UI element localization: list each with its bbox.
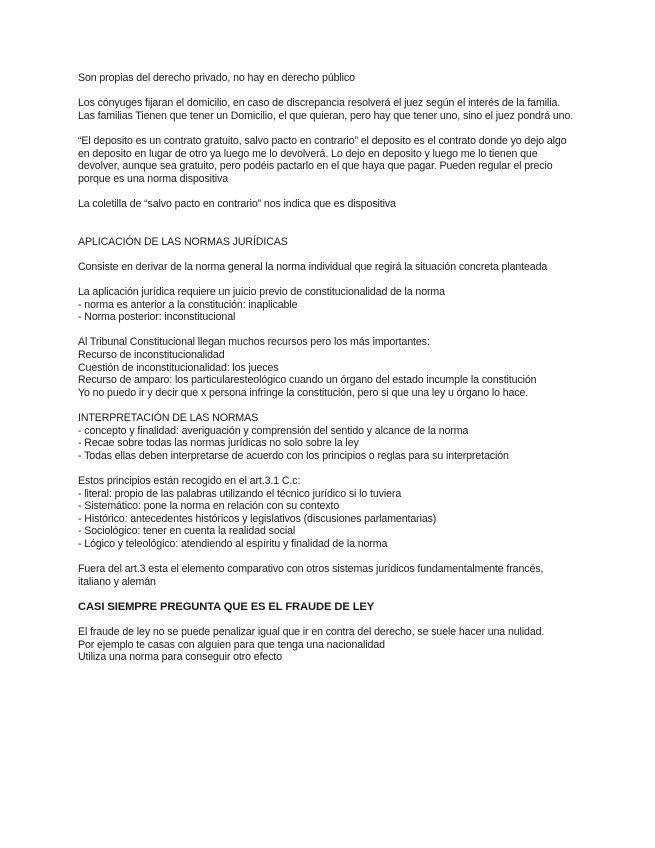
tribunal-line: Yo no puedo ir y decir que x persona infringe la constitución, pero si que una ley u órgano lo hace. [78, 386, 529, 399]
tribunal-intro: Al Tribunal Constitucional llegan muchos recursos pero los más importantes: [78, 336, 430, 349]
list-item: - Histórico: antecedentes históricos y legislativos (discusiones parlamentarias) [78, 512, 437, 525]
aplicacion-definition: Consiste en derivar de la norma general la norma individual que regirá la situación concreta planteada [78, 260, 548, 273]
list-item: - concepto y finalidad: averiguación y comprensión del sentido y alcance de la norma [78, 424, 469, 437]
fraude-line: Por ejemplo te casas con alguien para que tenga una nacionalidad [78, 638, 385, 651]
intro-line: Son propias del derecho privado, no hay en derecho público [78, 72, 355, 84]
intro-paragraph-domicilio: Los cónyuges fijaran el domicilio, en caso de discrepancia resolverá el juez según el interés de la familia. Las familias Tienen que tener un Domicilio, el que quieran, pero hay que tener uno, sino el juez pondrá uno. [78, 97, 574, 122]
list-item: - Lógico y teleológico: atendiendo al espíritu y finalidad de la norma [78, 537, 388, 550]
list-item: - Todas ellas deben interpretarse de acuerdo con los principios o reglas para su interpretación [78, 449, 509, 462]
list-item: - Norma posterior: inconstitucional [78, 311, 236, 324]
document-page [78, 72, 578, 664]
tribunal-line: Recurso de amparo: los particularesteológico cuando un órgano del estado incumple la constitución [78, 374, 537, 387]
intro-paragraph-coletilla: La coletilla de “salvo pacto en contrario” nos indica que es dispositiva [78, 197, 396, 210]
section-heading-aplicacion: APLICACIÓN DE LAS NORMAS JURÍDICAS [78, 235, 288, 248]
list-item: - literal: propio de las palabras utilizando el técnico jurídico si lo tuviera [78, 487, 402, 500]
tribunal-line: Cuestión de inconstitucionalidad: los jueces [78, 361, 279, 374]
list-item: - Sistemático: pone la norma en relación con su contexto [78, 500, 340, 513]
fraude-line: El fraude de ley no se puede penalizar igual que ir en contra del derecho, se suele hacer una nulidad. [78, 626, 545, 639]
aplicacion-juicio: La aplicación jurídica requiere un juicio previo de constitucionalidad de la norma [78, 286, 445, 299]
section-heading-fraude: CASI SIEMPRE PREGUNTA QUE ES EL FRAUDE DE LEY [78, 600, 375, 613]
comparativo-paragraph: Fuera del art.3 esta el elemento comparativo con otros sistemas jurídicos fundamentalmente francés, italiano y alemán [78, 563, 544, 588]
intro-paragraph-deposito: “El deposito es un contrato gratuito, salvo pacto en contrario” el deposito es el contrato donde yo dejo algo en deposito en lugar de otro ya luego me lo devolverá. Lo dejo en deposito y luego me lo tienen que devolver, aunque sea gratuito, pero podéis pactarlo en el que haya que pagar. Pueden regular el precio porque es una norma dispositiva [78, 134, 567, 185]
principios-intro: Estos principios están recogido en el art.3.1 C.c: [78, 475, 301, 487]
list-item: - Recae sobre todas las normas jurídicas no solo sobre la ley [78, 437, 359, 450]
fraude-line: Utiliza una norma para conseguir otro efecto [78, 651, 283, 664]
list-item: - Sociológico: tener en cuenta la realidad social [78, 525, 296, 538]
list-item: - norma es anterior a la constitución: inaplicable [78, 298, 298, 311]
tribunal-line: Recurso de inconstitucionalidad [78, 349, 225, 362]
section-heading-interpretacion: INTERPRETACIÓN DE LAS NORMAS [78, 412, 259, 425]
